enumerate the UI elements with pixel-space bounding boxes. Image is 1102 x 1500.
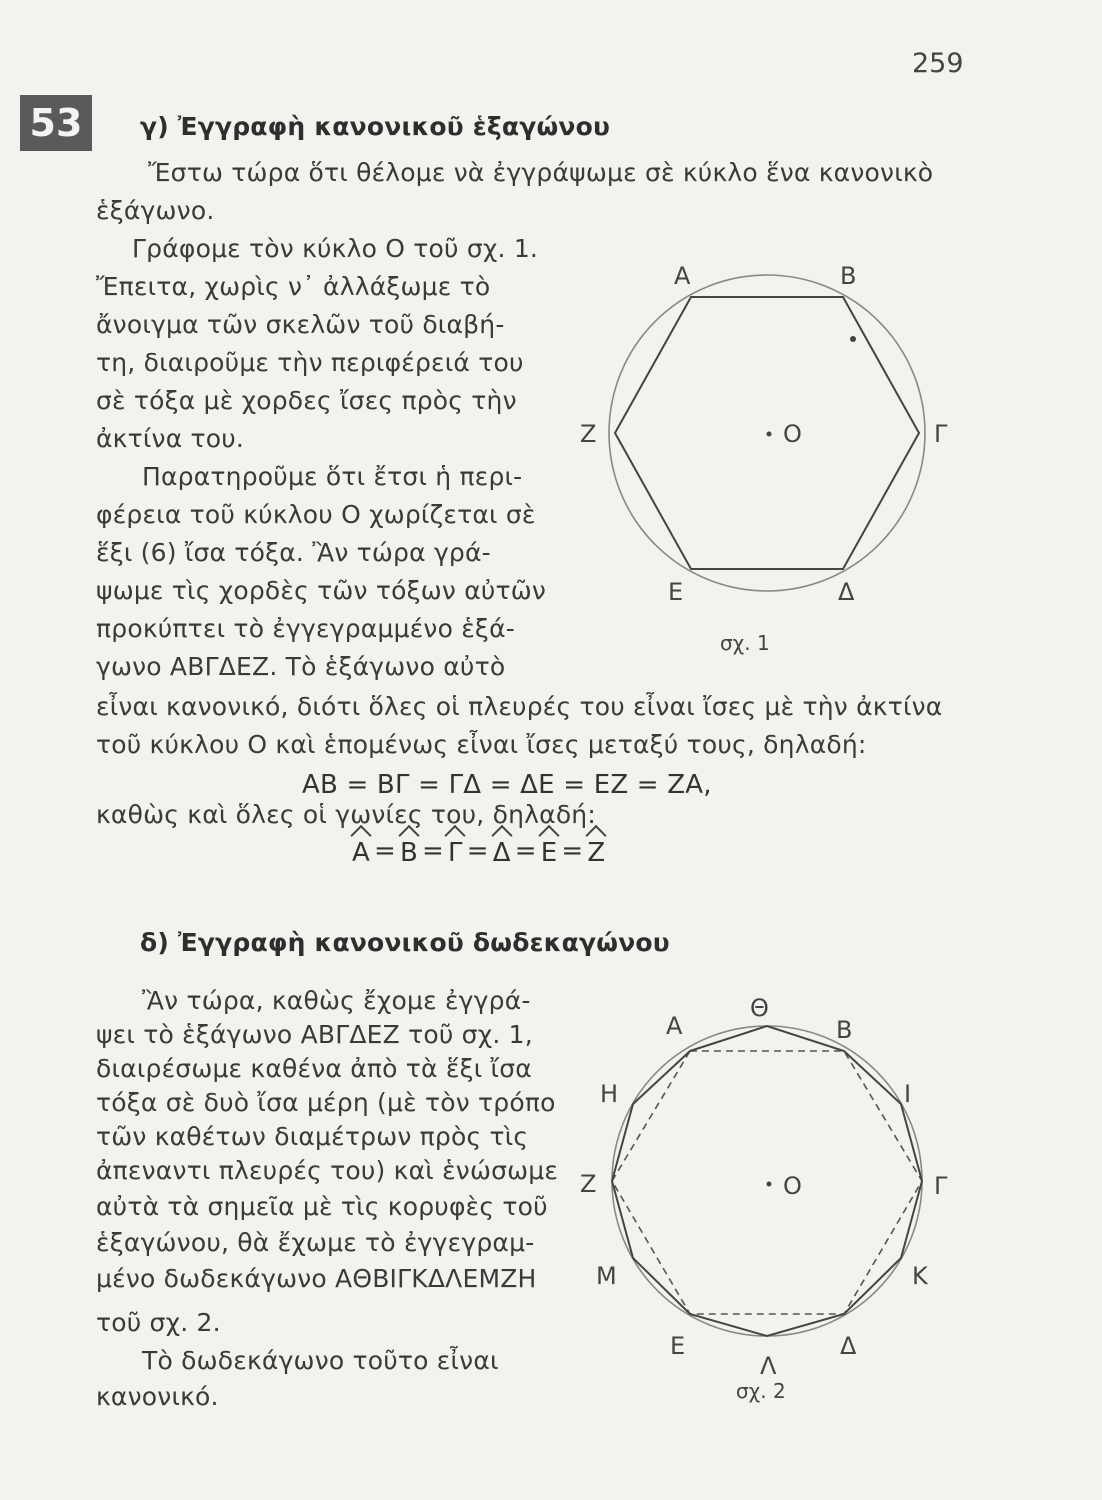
center-label: O [783,420,802,448]
vertex-label-e: Ε [670,1332,686,1360]
angle-e: Ε [540,838,558,868]
vertex-label-z: Ζ [580,1170,597,1198]
center-label: O [783,1172,802,1200]
sides-equation: ΑΒ = ΒΓ = ΓΔ = ΔΕ = ΕΖ = ΖΑ, [302,770,712,800]
vertex-label-k: Κ [912,1262,928,1290]
angle-z: Ζ [587,838,606,868]
paragraph-line: ἑξαγώνου, θὰ ἔχωμε τὸ ἐγγεγραμ- [96,1228,535,1257]
paragraph-line: ψει τὸ ἑξάγωνο ΑΒΓΔΕΖ τοῦ σχ. 1, [96,1020,533,1049]
paragraph-line: γωνο ΑΒΓΔΕΖ. Τὸ ἑξάγωνο αὐτὸ [96,652,506,681]
paragraph-line: τοῦ κύκλου O καὶ ἑπομένως εἶναι ἴσες μεταξύ τους, δηλαδή: [96,730,867,759]
angles-intro: καθὼς καὶ ὅλες οἱ γωνίες του, δηλαδή: [96,800,596,829]
paragraph-line: ἀκτίνα του. [96,424,245,453]
center-point [767,432,772,437]
paragraph-line: Τὸ δωδεκάγωνο τοῦτο εἶναι [142,1346,499,1375]
paragraph-line: τοῦ σχ. 2. [96,1308,221,1337]
vertex-label-i: Ι [904,1080,912,1108]
paragraph-line: προκύπτει τὸ ἐγγεγραμμένο ἑξά- [96,614,515,643]
paragraph-line: ἑξάγωνο. [96,196,215,225]
equals-sign: = [561,836,584,866]
section-heading-hexagon: γ) Ἐγγραφὴ κανονικοῦ ἑξαγώνου [140,112,611,141]
paragraph-line: Ἔπειτα, χωρὶς ν᾿ ἀλλάξωμε τὸ [96,272,491,301]
paragraph-line: Παρατηροῦμε ὅτι ἔτσι ἡ περι- [142,462,523,491]
equals-sign: = [374,836,396,866]
paragraph-line: τη, διαιροῦμε τὴν περιφέρειά του [96,348,524,377]
angles-equation [352,836,605,868]
figure2-caption: σχ. 2 [736,1379,786,1403]
vertex-label-z: Ζ [580,420,597,448]
vertex-label-b: Β [836,1016,853,1044]
vertex-label-d: Δ [838,578,855,606]
angle-b: Β [400,838,419,868]
vertex-label-d: Δ [840,1332,857,1360]
paragraph-line: Γράφομε τὸν κύκλο O τοῦ σχ. 1. [132,234,539,263]
paragraph-line: ἕξι (6) ἴσα τόξα. Ἂν τώρα γρά- [96,538,491,567]
vertex-label-a: Α [666,1012,683,1040]
section-heading-dodecagon: δ) Ἐγγραφὴ κανονικοῦ δωδεκαγώνου [140,928,670,957]
figure1-caption: σχ. 1 [720,631,770,655]
dodecagon-polygon [612,1026,922,1336]
section-badge: 53 [20,95,92,151]
paragraph-line: σὲ τόξα μὲ χορδες ἴσες πρὸς τὴν [96,386,517,415]
paragraph-line: μένο δωδεκάγωνο ΑΘΒΙΓΚΔΛΕΜΖΗ [96,1264,537,1293]
figure-dodecagon [570,990,970,1410]
page-number: 259 [912,48,964,79]
paragraph-line: κανονικό. [96,1382,219,1411]
equals-sign: = [514,836,537,866]
figure-hexagon [570,260,970,660]
angle-a: Α [352,838,370,868]
vertex-label-l: Λ [760,1352,777,1380]
circle-o [612,1026,922,1336]
vertex-label-m: Μ [596,1262,617,1290]
paragraph-line: Ἂν τώρα, καθὼς ἔχομε ἐγγρά- [142,986,531,1015]
paragraph-line: ἀπεναντι πλευρές του) καὶ ἑνώσωμε [96,1156,559,1185]
vertex-label-e: Ε [668,578,684,606]
center-point [767,1182,772,1187]
angle-c: Γ [448,838,463,868]
vertex-label-g: Γ [934,420,948,448]
vertex-label-th: Θ [750,994,769,1022]
paragraph-line: διαιρέσωμε καθένα ἀπὸ τὰ ἕξι ἴσα [96,1054,532,1083]
paragraph-line: τῶν καθέτων διαμέτρων πρὸς τὶς [96,1122,529,1151]
vertex-label-g: Γ [934,1172,948,1200]
equals-sign: = [466,836,489,866]
vertex-label-b: Β [840,262,857,290]
paragraph-line: Ἔστω τώρα ὅτι θέλομε νὰ ἐγγράψωμε σὲ κύκλο ἕνα κανονικὸ [148,158,934,187]
paragraph-line: φέρεια τοῦ κύκλου O χωρίζεται σὲ [96,500,536,529]
compass-mark [850,336,856,342]
paragraph-line: εἶναι κανονικό, διότι ὅλες οἱ πλευρές του εἶναι ἴσες μὲ τὴν ἀκτίνα [96,692,943,721]
angle-d: Δ [492,838,511,868]
paragraph-line: τόξα σὲ δυὸ ἴσα μέρη (μὲ τὸν τρόπο [96,1088,556,1117]
paragraph-line: αὐτὰ τὰ σημεῖα μὲ τὶς κορυφὲς τοῦ [96,1192,548,1221]
paragraph-line: ψωμε τὶς χορδὲς τῶν τόξων αὐτῶν [96,576,547,605]
vertex-label-a: Α [674,262,691,290]
equals-sign: = [422,836,445,866]
paragraph-line: ἄνοιγμα τῶν σκελῶν τοῦ διαβή- [96,310,505,339]
vertex-label-h: Η [600,1080,619,1108]
